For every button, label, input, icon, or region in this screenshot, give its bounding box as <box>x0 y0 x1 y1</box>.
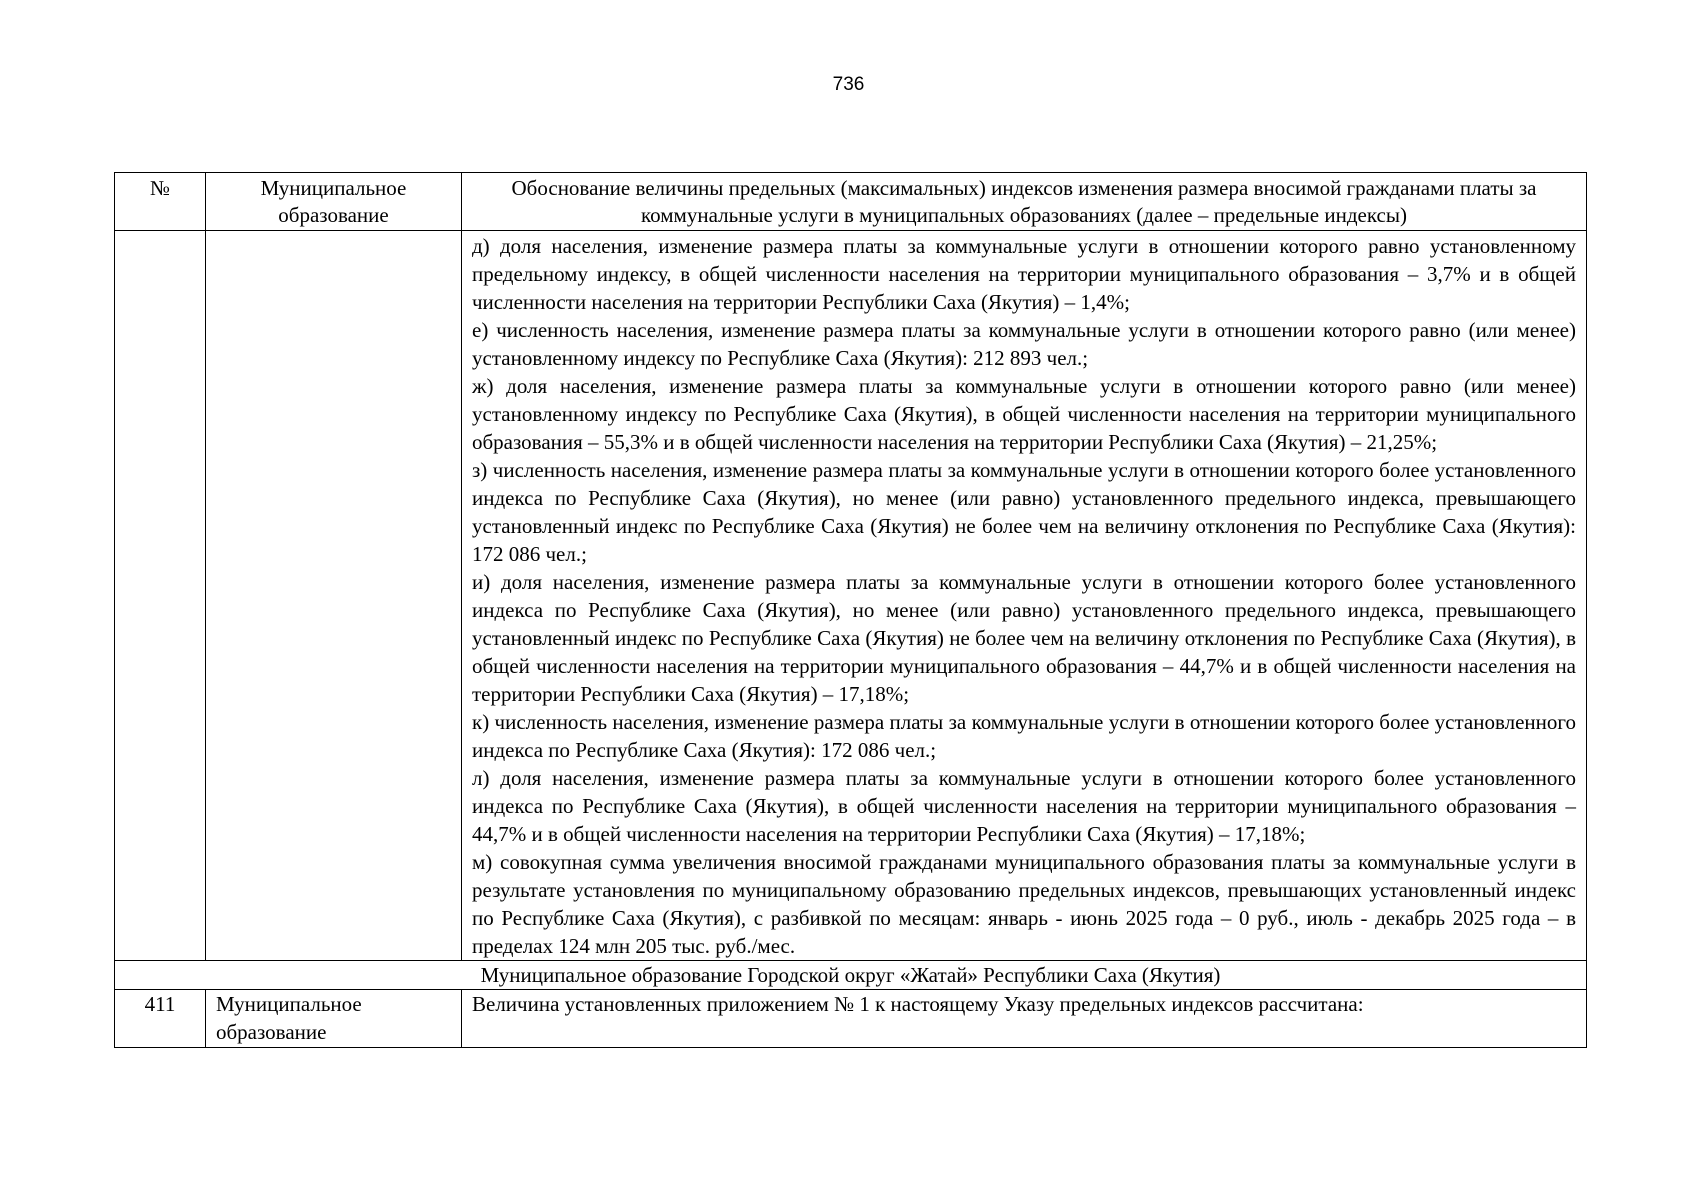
paragraph-m: м) совокупная сумма увеличения вносимой гражданами муниципального образования платы за коммунальные услуги в результате установления по муниципальному образованию предельных индексов, превышающих установленный индекс по Республике Саха (Якутия), с разбивкой по месяцам: январь - июнь 2025 года – 0 руб., июль - декабрь 2025 года – в пределах 124 млн 205 тыс. руб./мес. <box>472 850 1576 958</box>
table-header-row <box>115 173 1587 231</box>
paragraph-d: д) доля населения, изменение размера платы за коммунальные услуги в отношении которого равно установленному предельному индексу, в общей численности населения на территории муниципального образования – 3,7% и в общей численности населения на территории Республики Саха (Якутия) – 1,4%; <box>472 234 1576 314</box>
header-number: № <box>115 173 206 231</box>
table-row-continuation <box>115 231 1587 961</box>
continuation-number-cell <box>115 231 206 961</box>
section-title: Муниципальное образование Городской округ «Жатай» Республики Саха (Якутия) <box>115 961 1587 990</box>
section-title-row <box>115 961 1587 990</box>
page-number: 736 <box>832 74 865 95</box>
entry-number: 411 <box>115 990 206 1048</box>
paragraph-zh: ж) доля населения, изменение размера платы за коммунальные услуги в отношении которого равно (или менее) установленному индексу по Республике Саха (Якутия), в общей численности населения на территории муниципального образования – 55,3% и в общей численности населения на территории Республики Саха (Якутия) – 21,25%; <box>472 374 1576 454</box>
entry-municipality: Муниципальное образование <box>206 990 462 1048</box>
continuation-text-cell <box>462 231 1587 961</box>
paragraph-z: з) численность населения, изменение размера платы за коммунальные услуги в отношении которого более установленного индекса по Республике Саха (Якутия), но менее (или равно) установленного предельного индекса, превышающего установленный индекс по Республике Саха (Якутия) не более чем на величину отклонения по Республике Саха (Якутия): 172 086 чел.; <box>472 458 1576 566</box>
paragraph-e: е) численность населения, изменение размера платы за коммунальные услуги в отношении которого равно (или менее) установленному индексу по Республике Саха (Якутия): 212 893 чел.; <box>472 318 1576 370</box>
paragraph-k: к) численность населения, изменение размера платы за коммунальные услуги в отношении которого более установленного индекса по Республике Саха (Якутия): 172 086 чел.; <box>472 710 1576 762</box>
header-municipality: Муниципальное образование <box>206 173 462 231</box>
paragraph-l: л) доля населения, изменение размера платы за коммунальные услуги в отношении которого более установленного индекса по Республике Саха (Якутия), в общей численности населения на территории муниципального образования – 44,7% и в общей численности населения на территории Республики Саха (Якутия) – 17,18%; <box>472 766 1576 846</box>
header-justification: Обоснование величины предельных (максимальных) индексов изменения размера вносимой гражданами платы за коммунальные услуги в муниципальных образованиях (далее – предельные индексы) <box>462 173 1587 231</box>
table-row <box>115 990 1587 1048</box>
paragraph-i: и) доля населения, изменение размера платы за коммунальные услуги в отношении которого более установленного индекса по Республике Саха (Якутия), но менее (или равно) установленного предельного индекса, превышающего установленный индекс по Республике Саха (Якутия) не более чем на величину отклонения по Республике Саха (Якутия), в общей численности населения на территории муниципального образования – 44,7% и в общей численности населения на территории Республики Саха (Якутия) – 17,18%; <box>472 570 1576 706</box>
entry-text: Величина установленных приложением № 1 к настоящему Указу предельных индексов рассчитана: <box>462 990 1587 1048</box>
justification-table <box>114 172 1587 1048</box>
continuation-municipality-cell <box>206 231 462 961</box>
